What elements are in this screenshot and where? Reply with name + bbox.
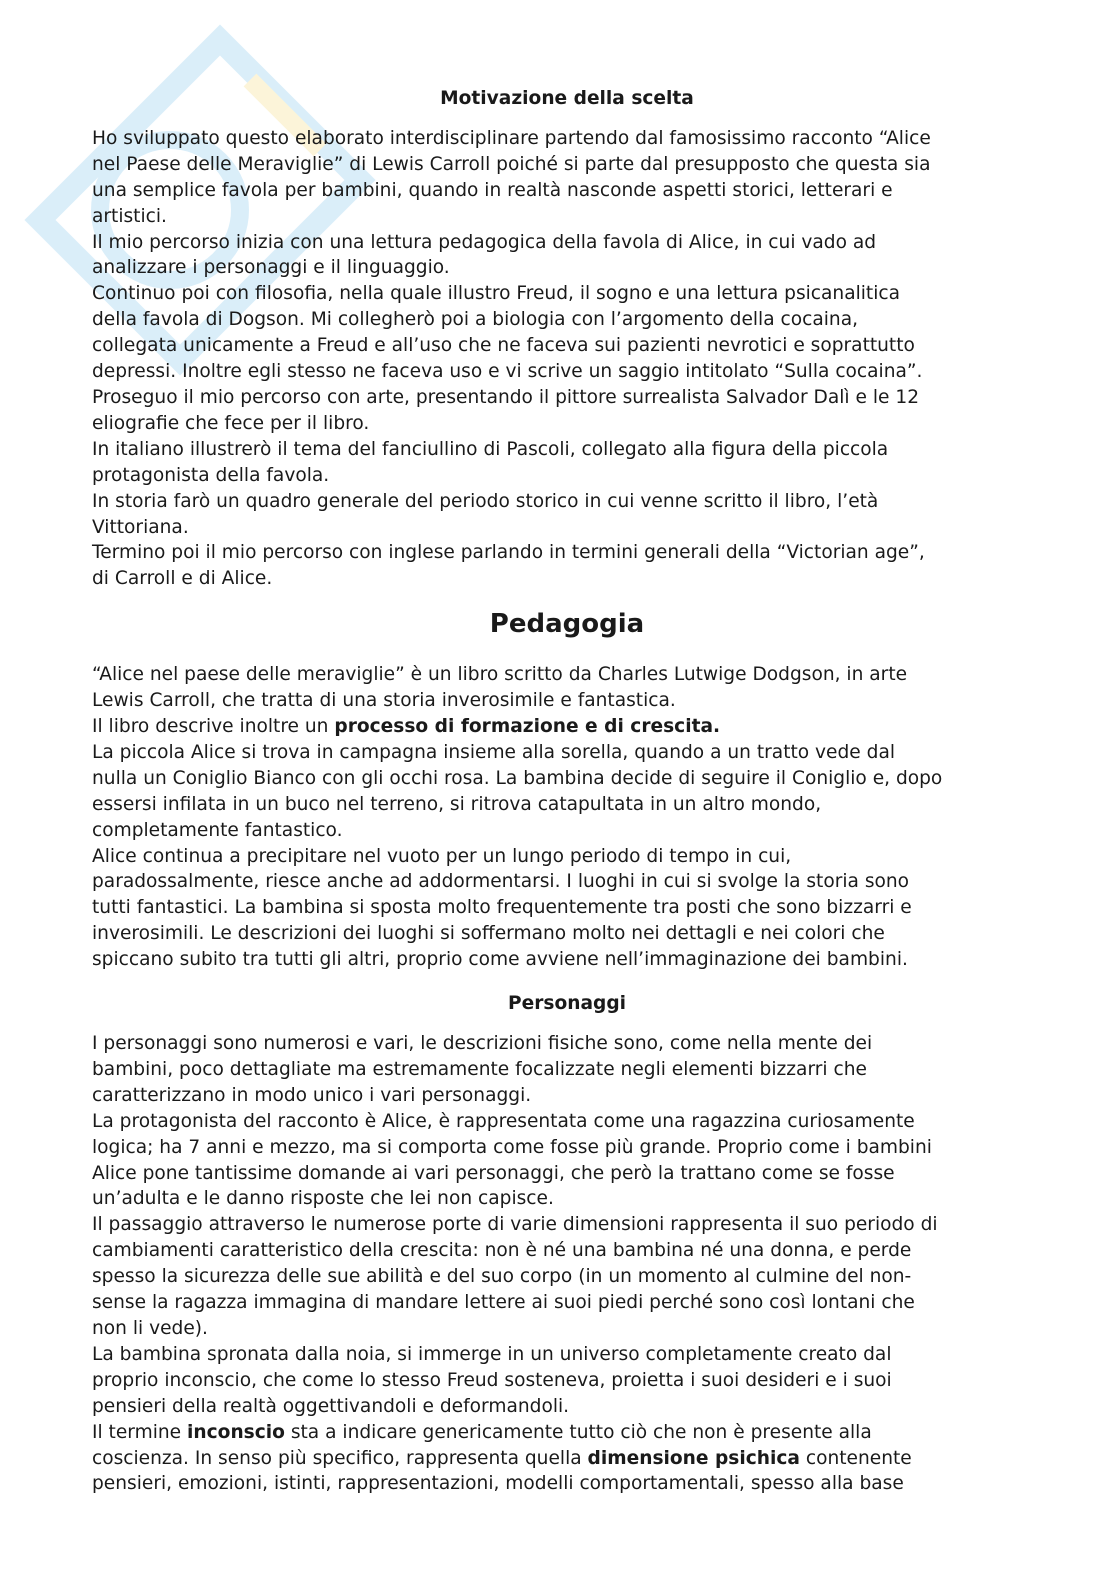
text-span: coscienza. In senso più specifico, rappresenta quella: [92, 1447, 588, 1469]
text-line: Lewis Carroll, che tratta di una storia inverosimile e fantastica.: [92, 690, 676, 712]
text-line: di Carroll e di Alice.: [92, 568, 273, 590]
text-span: sta a indicare genericamente tutto ciò che non è presente alla: [284, 1421, 872, 1443]
text-line: Il passaggio attraverso le numerose porte di varie dimensioni rappresenta il suo periodo di: [92, 1214, 938, 1236]
text-line: inverosimili. Le descrizioni dei luoghi si soffermano molto nei dettagli e nei colori che: [92, 923, 885, 945]
text-line: collegata unicamente a Freud e all’uso che ne faceva sui pazienti nevrotici e soprattutto: [92, 335, 915, 357]
text-line: spesso la sicurezza delle sue abilità e del suo corpo (in un momento al culmine del non-: [92, 1266, 912, 1288]
text-line: [92, 1420, 1042, 1446]
text-line: spiccano subito tra tutti gli altri, proprio come avviene nell’immaginazione dei bambini.: [92, 949, 908, 971]
chapter-title-pedagogia: Pedagogia: [489, 609, 645, 640]
text-line: In italiano illustrerò il tema del fanciullino di Pascoli, collegato alla figura della piccola: [92, 438, 889, 460]
text-span: Il termine: [92, 1421, 188, 1443]
text-line: completamente fantastico.: [92, 819, 343, 841]
section-title-personaggi: Personaggi: [507, 993, 627, 1015]
text-line: I personaggi sono numerosi e vari, le descrizioni fisiche sono, come nella mente dei: [92, 1033, 873, 1054]
text-line: [92, 1446, 1042, 1472]
text-line: Continuo poi con filosofia, nella quale illustro Freud, il sogno e una lettura psicanalitica: [92, 283, 900, 305]
text-line: cambiamenti caratteristico della crescita: non è né una bambina né una donna, e perde: [92, 1240, 912, 1262]
text-line: non li vede).: [92, 1317, 208, 1339]
text-line: della favola di Dogson. Mi collegherò poi a biologia con l’argomento della cocaina,: [92, 309, 858, 331]
text-line: pensieri, emozioni, istinti, rappresentazioni, modelli comportamentali, spesso alla base: [92, 1473, 904, 1495]
text-line: Vittoriana.: [92, 516, 189, 538]
paragraph-pedagogia: [92, 662, 1042, 973]
text-line: analizzare i personaggi e il linguaggio.: [92, 257, 450, 279]
text-line: logica; ha 7 anni e mezzo, ma si comporta come fosse più grande. Proprio come i bambini: [92, 1136, 932, 1158]
text-line: bambini, poco dettagliate ma estremamente focalizzate negli elementi bizzarri che: [92, 1058, 867, 1080]
text-span: contenente: [799, 1447, 912, 1469]
text-line: paradossalmente, riesce anche ad addormentarsi. I luoghi in cui si svolge la storia sono: [92, 871, 910, 893]
text-line: protagonista della favola.: [92, 464, 330, 486]
text-line: Alice continua a precipitare nel vuoto per un lungo periodo di tempo in cui,: [92, 845, 792, 867]
text-line: Proseguo il mio percorso con arte, presentando il pittore surrealista Salvador Dalì e le 12: [92, 386, 920, 408]
text-line: La piccola Alice si trova in campagna insieme alla sorella, quando a un tratto vede dal: [92, 741, 896, 763]
text-line: nel Paese delle Meraviglie” di Lewis Carroll poiché si parte dal presupposto che questa sia: [92, 153, 931, 175]
bold-phrase: processo di formazione e di crescita.: [334, 716, 721, 738]
text-span: Il libro descrive inoltre un: [92, 716, 335, 738]
text-line: proprio inconscio, che come lo stesso Freud sosteneva, proietta i suoi desideri e i suoi: [92, 1369, 892, 1391]
text-line: artistici.: [92, 205, 167, 227]
text-line: tutti fantastici. La bambina si sposta molto frequentemente tra posti che sono bizzarri e: [92, 897, 912, 919]
paragraph-personaggi: [92, 1031, 1042, 1497]
text-line: nulla un Coniglio Bianco con gli occhi rosa. La bambina decide di seguire il Coniglio e, dopo: [92, 767, 943, 789]
text-line: “Alice nel paese delle meraviglie” è un libro scritto da Charles Lutwige Dodgson, in arte: [92, 664, 908, 686]
text-line: Alice pone tantissime domande ai vari personaggi, che però la trattano come se fosse: [92, 1162, 895, 1184]
text-line: Il mio percorso inizia con una lettura pedagogica della favola di Alice, in cui vado ad: [92, 231, 877, 253]
text-line: eliografie che fece per il libro.: [92, 412, 370, 434]
text-line: un’adulta e le danno risposte che lei non capisce.: [92, 1188, 554, 1210]
section-title-motivazione: Motivazione della scelta: [440, 88, 694, 109]
paragraph-motivazione: [92, 126, 1042, 592]
text-line: In storia farò un quadro generale del periodo storico in cui venne scritto il libro, l’età: [92, 490, 879, 512]
text-line: La protagonista del racconto è Alice, è rappresentata come una ragazzina curiosamente: [92, 1110, 915, 1132]
text-line: depressi. Inoltre egli stesso ne faceva uso e vi scrive un saggio intitolato “Sulla cocaina”.: [92, 361, 923, 383]
bold-term-inconscio: inconscio: [187, 1421, 285, 1443]
text-line: una semplice favola per bambini, quando in realtà nasconde aspetti storici, letterari e: [92, 179, 893, 201]
document-page: [92, 86, 1042, 1497]
text-line: [92, 714, 1042, 740]
text-line: pensieri della realtà oggettivandoli e deformandoli.: [92, 1395, 570, 1417]
text-line: caratterizzano in modo unico i vari personaggi.: [92, 1084, 532, 1106]
text-line: La bambina spronata dalla noia, si immerge in un universo completamente creato dal: [92, 1343, 892, 1365]
text-line: Termino poi il mio percorso con inglese parlando in termini generali della “Victorian age”,: [92, 542, 925, 564]
text-line: essersi infilata in un buco nel terreno, si ritrova catapultata in un altro mondo,: [92, 793, 822, 815]
text-line: Ho sviluppato questo elaborato interdisciplinare partendo dal famosissimo racconto “Alice: [92, 127, 931, 149]
text-line: sense la ragazza immagina di mandare lettere ai suoi piedi perché sono così lontani che: [92, 1292, 915, 1314]
bold-term-dimensione-psichica: dimensione psichica: [587, 1447, 800, 1469]
